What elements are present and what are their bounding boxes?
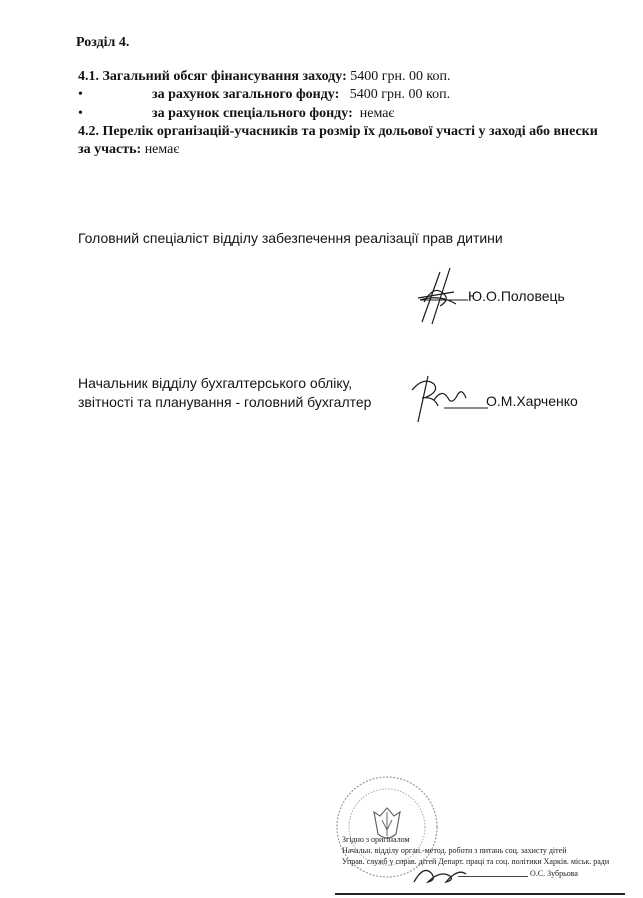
certification-block (340, 770, 630, 895)
certification-line-3: Управ. служб у справ. дітей Департ. праці та соц. політики Харків. міськ. ради (342, 857, 610, 866)
signatory-2-name: О.М.Харченко (486, 393, 578, 409)
certification-signature-line (458, 876, 528, 877)
special-fund-value: немає (359, 106, 395, 121)
signature-1-icon (410, 264, 470, 326)
financing-total-value: 5400 грн. 00 коп. (350, 69, 451, 84)
signature-2-icon (404, 370, 488, 424)
bullet-icon: • (78, 106, 83, 121)
signatory-1-name: Ю.О.Половець (468, 288, 565, 304)
signatory-1-position: Головний спеціаліст відділу забезпечення реалізації прав дитини (78, 230, 503, 246)
signatory-2-position-line2: звітності та планування - головний бухгалтер (78, 394, 372, 410)
financing-total-line (78, 68, 451, 86)
certification-name: О.С. Зубрьова (530, 869, 578, 878)
certification-signature-icon (410, 860, 470, 888)
special-fund-line (78, 105, 394, 123)
certification-line-1: Згідно з оригіналом (342, 835, 410, 844)
certification-line-2: Начальн. відділу орган.-метод. роботи з питань соц. захисту дітей (342, 846, 567, 855)
general-fund-label: за рахунок загального фонду: (152, 87, 340, 102)
special-fund-label: за рахунок спеціального фонду: (152, 106, 353, 121)
section-title: Розділ 4. (76, 35, 130, 50)
bottom-edge-line (335, 893, 625, 895)
bullet-icon: • (78, 87, 83, 102)
general-fund-value: 5400 грн. 00 коп. (349, 87, 451, 102)
signatory-2-position-line1: Начальник відділу бухгалтерського обліку, (78, 375, 353, 391)
financing-total-label: 4.1. Загальний обсяг фінансування заходу: (78, 69, 347, 84)
participants-label: 4.2. Перелік організацій-учасників та розмір їх дольової участі у заході або внески за участь: (78, 124, 598, 157)
general-fund-line (78, 86, 450, 104)
participants-paragraph (78, 123, 598, 159)
participants-value: немає (144, 142, 180, 157)
